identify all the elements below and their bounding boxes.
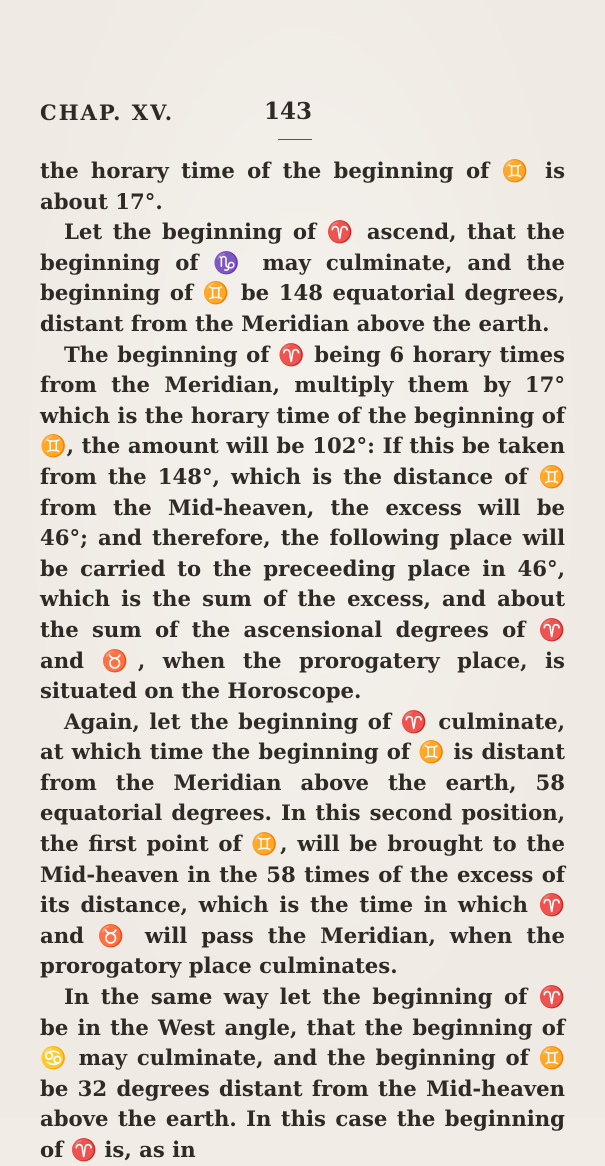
body-text [40, 156, 565, 1166]
page-header [40, 100, 565, 136]
header-rule [278, 139, 312, 140]
paragraph: The beginning of ♈ being 6 horary times from the Meridian, multiply them by 17° which is the horary time of the beginning of ♊, the amount will be 102°: If this be taken from the 148°, which is the distance of ♊ from the Mid-heaven, the excess will be 46°; and therefore, the following place will be carried to the preceeding place in 46°, which is the sum of the excess, and about the sum of the ascensional degrees of ♈ and ♉, when the prorogatery place, is situated on the Horoscope. [40, 341, 565, 704]
paragraph: Again, let the beginning of ♈ culminate, at which time the beginning of ♊ is distant from the Meridian above the earth, 58 equatorial degrees. In this second position, the first point of ♊, will be brought to the Mid-heaven in the 58 times of the excess of its distance, which is the time in which ♈ and ♉ will pass the Meridian, when the prorogatory place culminates. [40, 708, 565, 979]
running-head: CHAP. XV. [40, 100, 175, 125]
page-number: 143 [264, 98, 313, 125]
paragraph-continued: the horary time of the beginning of ♊ is about 17°. [40, 158, 565, 214]
paragraph: In the same way let the beginning of ♈ be in the West angle, that the beginning of ♋ may culminate, and the beginning of ♊ be 32 degrees distant from the Mid-heaven above the earth. In this case the beginning of ♈ is, as in [40, 984, 565, 1162]
paragraph: Let the beginning of ♈ ascend, that the beginning of ♑ may culminate, and the beginning of ♊ be 148 equatorial degrees, distant from the Meridian above the earth. [40, 219, 565, 336]
